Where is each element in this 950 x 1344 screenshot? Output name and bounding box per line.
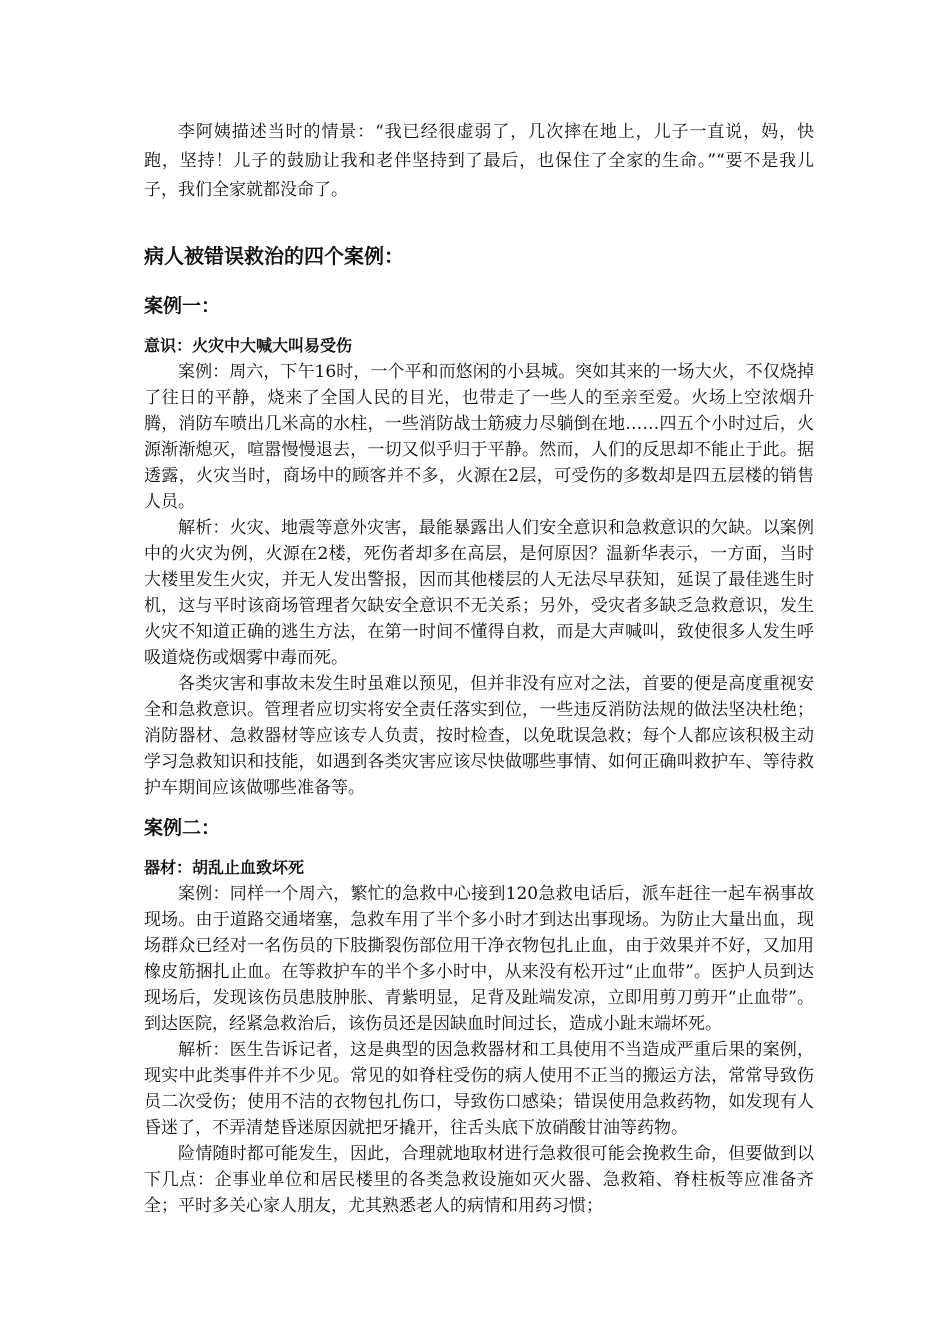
case2-paragraph: 险情随时都可能发生，因此，合理就地取材进行急救很可能会挽救生命，但要做到以下几点：企事业单位和居民楼里的各类急救设施如灭火器、急救箱、脊柱板等应准备齐全；平时多关心家人朋友，尤其熟悉老人的病情和用药习惯； <box>144 1144 814 1216</box>
intro-paragraph: 李阿姨描述当时的情景：“我已经很虚弱了，几次摔在地上，儿子一直说，妈，快跑，坚持！儿子的鼓励让我和老伴坚持到了最后，也保住了全家的生命。”“要不是我儿子，我们全家就都没命了。 <box>144 122 814 200</box>
case1-paragraph: 各类灾害和事故未发生时虽难以预见，但并非没有应对之法，首要的便是高度重视安全和急救意识。管理者应切实将安全责任落实到位，一些违反消防法规的做法坚决杜绝；消防器材、急救器材等应该专人负责，按时检查，以免耽误急救；每个人都应该积极主动学习急救知识和技能，如遇到各类灾害应该尽快做哪些事情、如何正确叫救护车、等待救护车期间应该做哪些准备等。 <box>144 674 814 798</box>
section-title: 病人被错误救治的四个案例： <box>144 244 404 268</box>
case1-paragraph: 解析：火灾、地震等意外灾害，最能暴露出人们安全意识和急救意识的欠缺。以案例中的火灾为例，火源在2楼，死伤者却多在高层，是何原因？温新华表示，一方面，当时大楼里发生火灾，并无人发出警报，因而其他楼层的人无法尽早获知，延误了最佳逃生时机，这与平时该商场管理者欠缺安全意识不无关系；另外，受灾者多缺乏急救意识，发生火灾不知道正确的逃生方法，在第一时间不懂得自救，而是大声喊叫，致使很多人发生呼吸道烧伤或烟雾中毒而死。 <box>144 518 814 668</box>
document-page <box>144 118 814 1219</box>
case1-heading: 案例一： <box>144 295 221 317</box>
case2-paragraph: 解析：医生告诉记者，这是典型的因急救器材和工具使用不当造成严重后果的案例，现实中此类事件并不少见。常见的如脊柱受伤的病人使用不正当的搬运方法，常常导致伤员二次受伤；使用不洁的衣物包扎伤口，导致伤口感染；错误使用急救药物，如发现有人昏迷了，不弄清楚昏迷原因就把牙撬开，往舌头底下放硝酸甘油等药物。 <box>144 1040 814 1138</box>
case2-subheading: 器材：胡乱止血致坏死 <box>144 858 305 877</box>
case1-paragraph: 案例：周六，下午16时，一个平和而悠闲的小县城。突如其来的一场大火，不仅烧掉了往日的平静，烧来了全国人民的目光，也带走了一些人的至亲至爱。火场上空浓烟升腾，消防车喷出几米高的水柱，一些消防战士筋疲力尽躺倒在地……四五个小时过后，火源渐渐熄灭，喧嚣慢慢退去，一切又似乎归于平静。然而，人们的反思却不能止于此。据透露，火灾当时，商场中的顾客并不多，火源在2层，可受伤的多数却是四五层楼的销售人员。 <box>144 362 814 512</box>
case1-subheading: 意识：火灾中大喊大叫易受伤 <box>144 336 353 355</box>
case2-paragraph: 案例：同样一个周六，繁忙的急救中心接到120急救电话后，派车赶往一起车祸事故现场。由于道路交通堵塞，急救车用了半个多小时才到达出事现场。为防止大量出血，现场群众已经对一名伤员的下肢撕裂伤部位用干净衣物包扎止血，由于效果并不好，又加用橡皮筋捆扎止血。在等救护车的半个多小时中，从来没有松开过“止血带”。医护人员到达现场后，发现该伤员患肢肿胀、青紫明显，足背及趾端发凉，立即用剪刀剪开“止血带”。到达医院，经紧急救治后，该伤员还是因缺血时间过长，造成小趾末端坏死。 <box>144 884 814 1034</box>
case2-heading: 案例二： <box>144 817 221 839</box>
